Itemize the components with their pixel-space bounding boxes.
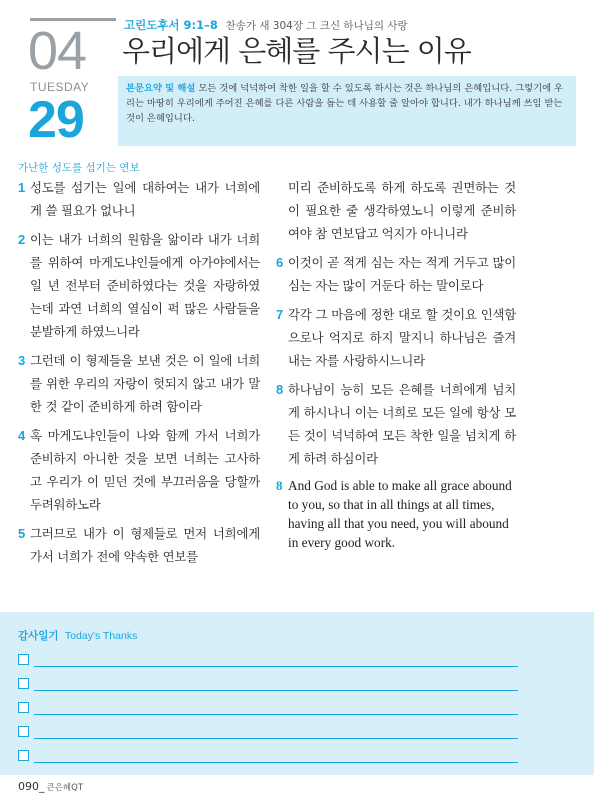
thanks-entry[interactable] (18, 750, 518, 764)
checkbox[interactable] (18, 678, 29, 689)
checkbox[interactable] (18, 750, 29, 761)
verse-number: 5 (18, 526, 26, 541)
thanks-label-english: Today's Thanks (64, 630, 138, 642)
verse-number: 4 (18, 428, 26, 443)
verse-6 (276, 251, 516, 297)
thanks-journal (0, 612, 594, 775)
verse-text: 혹 마게도냐인들이 나와 함께 가서 너희가 준비하지 아니한 것을 보면 너희는 고사하고 우리가 이 믿던 것에 부끄러움을 당할까 두려워하노라 (30, 428, 260, 512)
verse-1 (18, 176, 260, 222)
writing-line (34, 738, 518, 739)
thanks-entry[interactable] (18, 654, 518, 668)
verse-3 (18, 349, 260, 418)
hymn-info: 찬송가 새 304장 그 크신 하나님의 사랑 (225, 20, 408, 32)
summary-label: 본문요약 및 해설 (126, 83, 196, 94)
thanks-label: 감사일기 (18, 630, 59, 642)
verse-text: 미리 준비하도록 하게 하도록 권면하는 것이 필요한 줄 생각하였노니 이렇게 준비하여야 참 연보답고 억지가 아니니라 (288, 180, 516, 241)
page-footer (18, 780, 83, 793)
verse-8 (276, 378, 516, 470)
verse-number: 6 (276, 255, 284, 270)
right-column (276, 176, 516, 558)
verse-number: 8 (276, 478, 283, 493)
verse-number: 3 (18, 353, 26, 368)
verse-5 (18, 522, 260, 568)
verse-text: 이는 내가 너희의 원함을 앎이라 내가 너희를 위하여 마게도냐인들에게 아가야에서는 일 년 전부터 준비하였다는 것을 자랑하였는데 과연 너희의 열심이 퍽 많은 사람들을 분발하게 하였느니라 (30, 232, 260, 339)
verse-4 (18, 424, 260, 516)
verse-text: 그런데 이 형제들을 보낸 것은 이 일에 너희를 위한 우리의 자랑이 헛되지 않고 내가 말한 것 같이 준비하게 하려 함이라 (30, 353, 260, 414)
page-title: 우리에게 은혜를 주시는 이유 (122, 34, 471, 68)
section-heading: 가난한 성도를 섬기는 연보 (18, 162, 140, 174)
checkbox[interactable] (18, 702, 29, 713)
scripture-reference: 고린도후서 9:1–8 (124, 18, 218, 32)
summary-text: 모든 것에 넉넉하여 착한 일을 할 수 있도록 하시는 것은 하나님의 은혜입니다. 그렇기에 우리는 마땅히 우리에게 주어진 은혜를 다른 사람을 돕는 데 사용할 줄 알아야 합니다. 내가 하나님께 쓰임 받는 것이 은혜입니다. (126, 83, 563, 124)
verse-8-english (276, 476, 516, 552)
thanks-heading (18, 628, 137, 643)
thanks-entry[interactable] (18, 702, 518, 716)
verse-number: 8 (276, 382, 284, 397)
date-day: 29 (28, 91, 84, 149)
thanks-entry[interactable] (18, 726, 518, 740)
verse-text: 이것이 곧 적게 심는 자는 적게 거두고 많이 심는 자는 많이 거둔다 하는 말이로다 (288, 255, 516, 293)
date-month: 04 (28, 21, 87, 81)
date-weekday: TUESDAY (30, 80, 90, 94)
writing-line (34, 762, 518, 763)
scripture-reference-line (124, 17, 408, 33)
verse-5-continued (276, 176, 516, 245)
verse-number: 7 (276, 307, 284, 322)
verse-text: 하나님이 능히 모든 은혜를 너희에게 넘치게 하시나니 이는 너희로 모든 일에 항상 모든 것이 넉넉하여 모든 착한 일을 넘치게 하게 하려 하심이라 (288, 382, 516, 466)
verse-text: 그러므로 내가 이 형제들로 먼저 너희에게 가서 너희가 전에 약속한 연보를 (30, 526, 260, 564)
writing-line (34, 690, 518, 691)
thanks-entry[interactable] (18, 678, 518, 692)
verse-number: 1 (18, 180, 26, 195)
verse-text: 각각 그 마음에 정한 대로 할 것이요 인색함으로나 억지로 하지 말지니 하나님은 즐겨 내는 자를 사랑하시느니라 (288, 307, 516, 368)
verse-2 (18, 228, 260, 343)
checkbox[interactable] (18, 654, 29, 665)
writing-line (34, 714, 518, 715)
checkbox[interactable] (18, 726, 29, 737)
verse-text-english: And God is able to make all grace abound to you, so that in all things at all times, having all that you need, you will abound in every good work. (288, 478, 512, 550)
verse-text: 성도를 섬기는 일에 대하여는 내가 너희에게 쓸 필요가 없나니 (30, 180, 260, 218)
left-column (18, 176, 260, 574)
writing-line (34, 666, 518, 667)
summary-box (118, 76, 576, 146)
page-number: 090_ (18, 780, 45, 793)
publication-name: 큰은혜QT (46, 783, 84, 793)
verse-7 (276, 303, 516, 372)
verse-number: 2 (18, 232, 26, 247)
